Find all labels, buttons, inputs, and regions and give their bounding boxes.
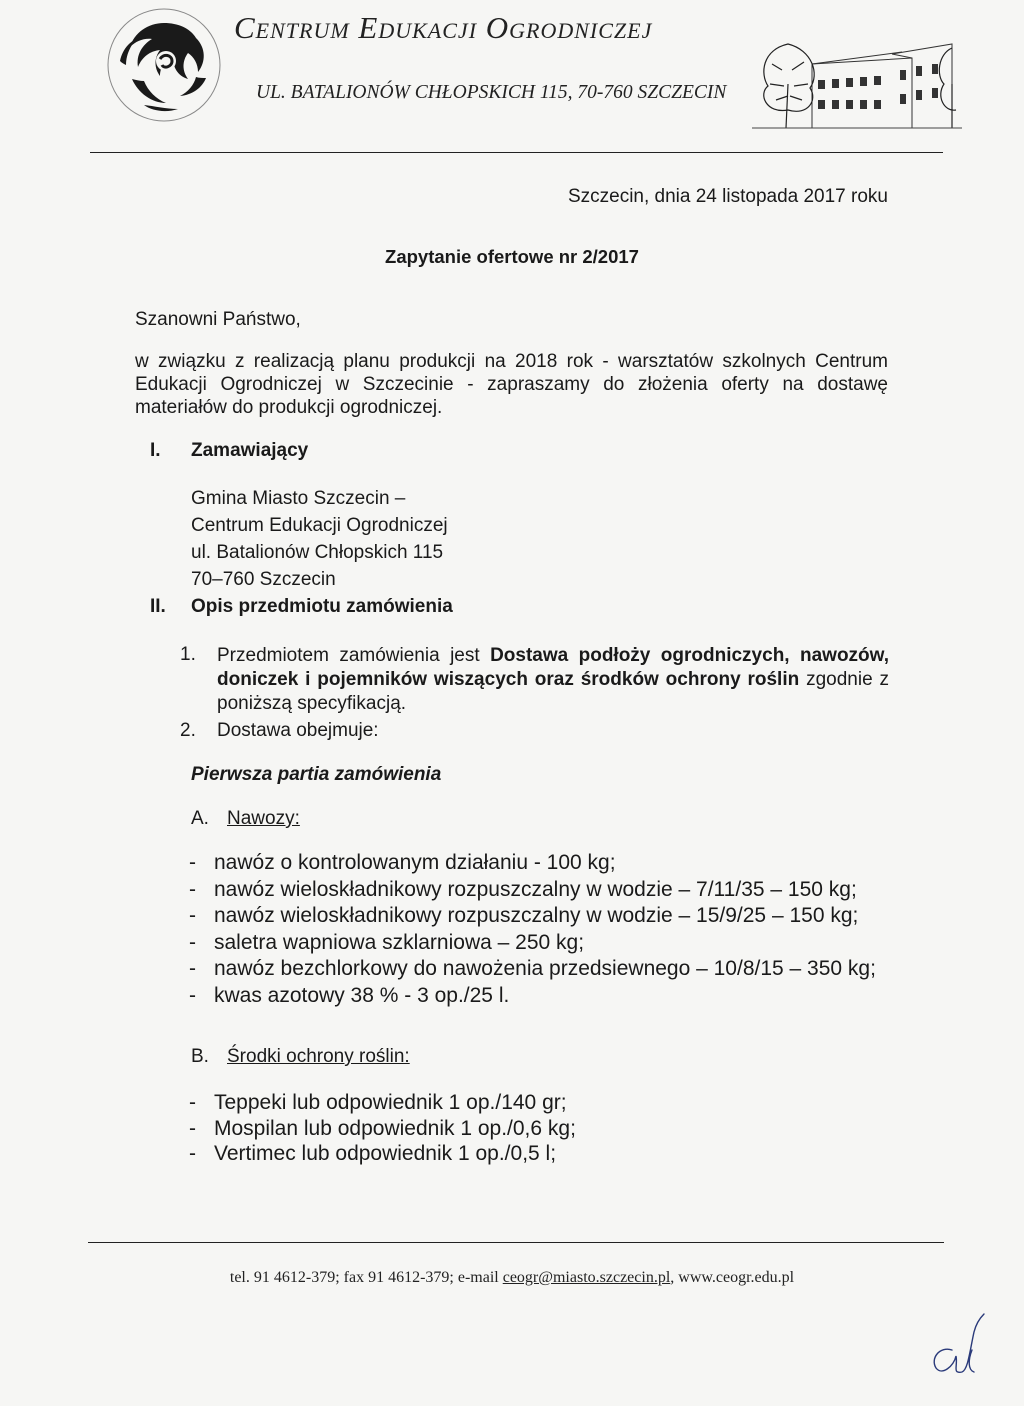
footer-contact: [0, 1269, 1024, 1287]
list-item: [189, 1141, 890, 1167]
first-batch-heading: Pierwsza partia zamówienia: [191, 764, 442, 785]
list-dash: -: [189, 930, 196, 954]
contracting-authority-address: [191, 485, 448, 593]
list-item-text: Vertimec lub odpowiednik 1 op./0,5 l;: [214, 1142, 557, 1165]
address-line: Centrum Edukacji Ogrodniczej: [191, 515, 448, 536]
list-dash: -: [189, 983, 196, 1007]
item-1-text-bold: Dostawa podłoży ogrodniczych, nawozów, doniczek i pojemników wiszących oraz środków ochrony roślin: [217, 645, 890, 690]
list-item-text: saletra wapniowa szklarniowa – 250 kg;: [214, 930, 585, 954]
address-line: Gmina Miasto Szczecin –: [191, 488, 406, 509]
item-2-text: Dostawa obejmuje:: [217, 720, 379, 741]
list-item: [189, 930, 890, 955]
section-1-number: [150, 440, 161, 462]
list-item: [189, 850, 890, 875]
section-1-title: Zamawiający: [191, 440, 309, 461]
letterhead-divider: [90, 152, 943, 153]
handwritten-signature: [922, 1310, 992, 1380]
list-item: [189, 983, 890, 1008]
organization-name: Centrum Edukacji Ogrodniczej: [234, 10, 653, 45]
list-dash: -: [189, 1142, 196, 1165]
subsection-b-letter: B.: [191, 1046, 209, 1067]
footer-contact-prefix: tel. 91 4612-379; fax 91 4612-379; e-mail: [229, 1269, 503, 1286]
footer-contact-suffix: , www.ceogr.edu.pl: [670, 1269, 795, 1286]
date-line: Szczecin, dnia 24 listopada 2017 roku: [567, 186, 888, 207]
list-item-text: nawóz bezchlorkowy do nawożenia przedsiewnego – 10/8/15 – 350 kg;: [214, 957, 876, 980]
section-2-title: Opis przedmiotu zamówienia: [191, 596, 453, 617]
list-item: [189, 1090, 890, 1116]
subsection-a-letter: A.: [191, 808, 209, 829]
list-dash: -: [189, 851, 196, 874]
document-title: Zapytanie ofertowe nr 2/2017: [385, 246, 639, 267]
list-item-text: Mospilan lub odpowiednik 1 op./0,6 kg;: [214, 1116, 576, 1140]
list-item: [189, 877, 890, 902]
list-item-text: nawóz o kontrolowanym działaniu - 100 kg;: [214, 851, 616, 874]
item-1-number: 1.: [180, 644, 196, 665]
list-item-text: Teppeki lub odpowiednik 1 op./140 gr;: [214, 1091, 567, 1114]
address-line: 70–760 Szczecin: [191, 569, 336, 590]
list-item-text: kwas azotowy 38 % - 3 op./25 l.: [214, 983, 510, 1007]
list-item: [189, 903, 890, 928]
item-2-number: 2.: [180, 720, 196, 741]
list-dash: -: [189, 1116, 196, 1140]
intro-paragraph: w związku z realizacją planu produkcji na 2018 rok - warsztatów szkolnych Centrum Edukacji Ogrodniczej w Szczecinie - zapraszamy do złożenia oferty na dostawę materiałów do produkcji ogrodniczej.: [135, 351, 888, 418]
list-item-text: nawóz wieloskładnikowy rozpuszczalny w wodzie – 15/9/25 – 150 kg;: [214, 904, 859, 927]
list-dash: -: [189, 957, 196, 980]
email-link[interactable]: ceogr@miasto.szczecin.pl: [502, 1269, 671, 1286]
item-1-text-before: Przedmiotem zamówienia jest: [217, 645, 491, 666]
footer-divider: [88, 1242, 944, 1243]
organization-address: UL. BATALIONÓW CHŁOPSKICH 115, 70-760 SZCZECIN: [256, 82, 727, 103]
address-line: ul. Batalionów Chłopskich 115: [191, 542, 444, 563]
list-item-text: nawóz wieloskładnikowy rozpuszczalny w wodzie – 7/11/35 – 150 kg;: [214, 877, 857, 901]
list-item: [189, 1116, 890, 1142]
item-1-text-after: zgodnie z poniższą specyfikacją.: [217, 669, 890, 714]
list-dash: -: [189, 877, 196, 901]
section-1-number-text: I.: [150, 440, 161, 461]
item-1-text: [217, 644, 889, 716]
list-dash: -: [189, 904, 196, 927]
list-item: [189, 956, 890, 981]
rose-logo-icon: [104, 5, 224, 125]
plant-protection-list: [189, 1090, 890, 1167]
list-dash: -: [189, 1091, 196, 1114]
school-building-icon: [752, 24, 962, 136]
fertilizer-list: [189, 850, 890, 1009]
subsection-a-title: Nawozy:: [227, 808, 300, 829]
salutation: Szanowni Państwo,: [135, 309, 301, 330]
section-2-number: II.: [150, 596, 166, 617]
subsection-b-title: Środki ochrony roślin:: [227, 1046, 410, 1067]
